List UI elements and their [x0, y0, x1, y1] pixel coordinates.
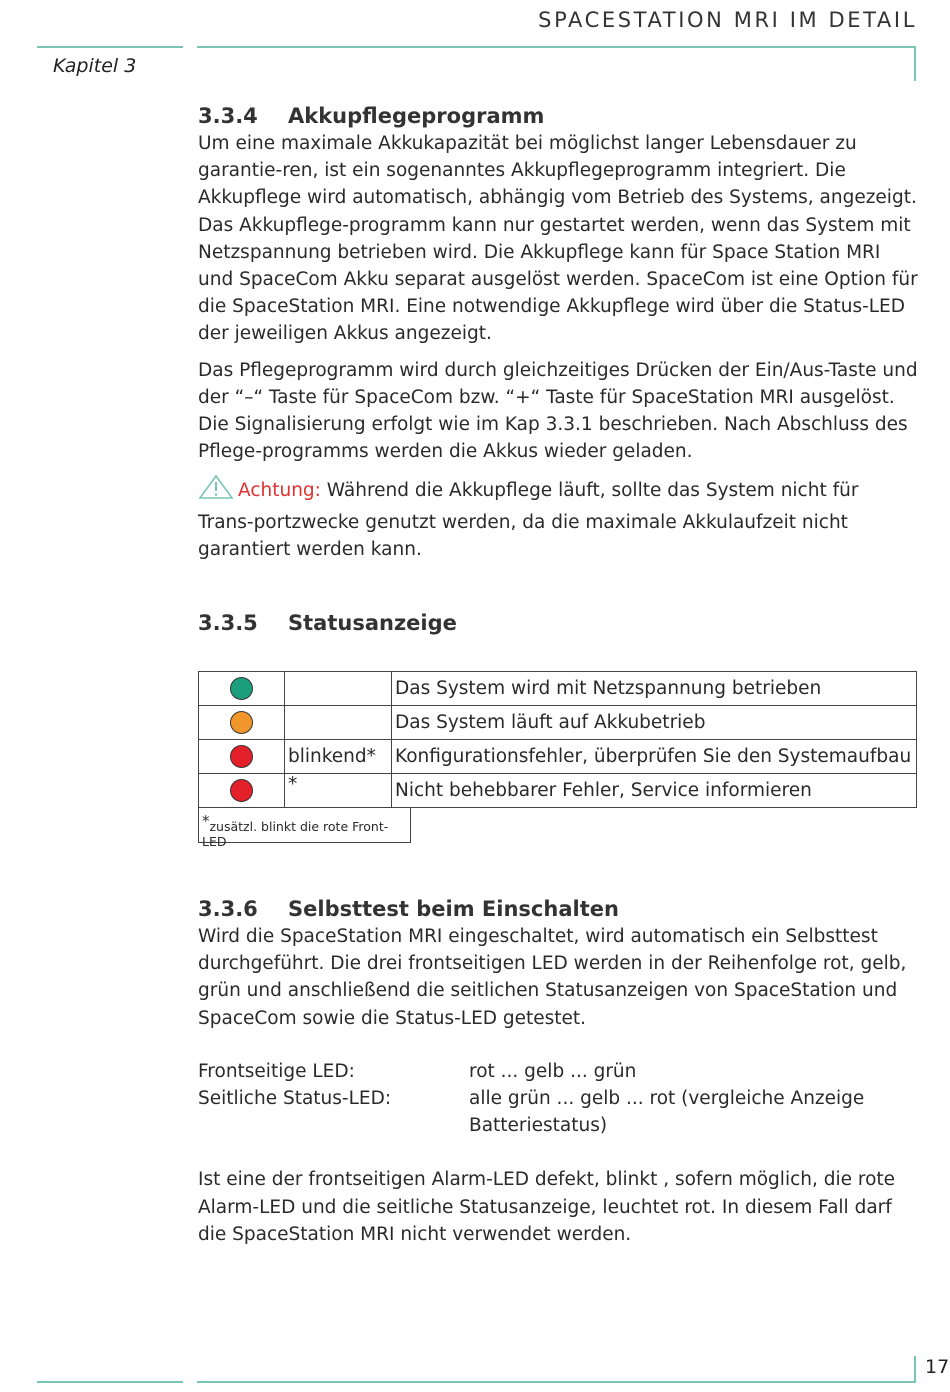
section-title: Akkupflegeprogramm [288, 104, 545, 128]
section-heading-3-3-6 [198, 897, 918, 921]
description-cell: Das System läuft auf Akkubetrieb [392, 706, 917, 740]
footer-rule-left [37, 1381, 183, 1383]
paragraph-akkupflege-intro: Um eine maximale Akkukapazität bei möglichst langer Lebensdauer zu garantie-ren, ist ein sogenanntes Akkupflegeprogramm integriert. Die Akkupflege wird automatisch, abhängig vom Betrieb des Systems, angezeigt. Das Akkupflege-programm kann nur gestartet werden, wenn das System mit Netzspannung betrieben wird. Die Akkupflege kann für Space Station MRI und SpaceCom Akku separat ausgelöst werden. SpaceCom ist eine Option für die SpaceStation MRI. Eine notwendige Akkupflege wird über die Status-LED der jeweiligen Akkus angezeigt. [198, 133, 918, 345]
paragraph-akkupflege-start: Das Pflegeprogramm wird durch gleichzeitiges Drücken der Ein/Aus-Taste und der “–“ Taste für SpaceCom bzw. “+“ Taste für SpaceStation MRI ausgelöst. Die Signalisierung erfolgt wie im Kap 3.3.1 beschrieben. Nach Abschluss des Pflege-programms werden die Akkus wieder geladen. [198, 359, 918, 463]
footnote-text: zusätzl. blinkt die rote Front-LED [202, 819, 389, 850]
warning-label: Achtung: [238, 480, 321, 502]
chapter-label: Kapitel 3 [53, 55, 137, 77]
red-led-icon [230, 745, 253, 768]
status-table [198, 671, 917, 808]
note-cell: blinkend* [285, 740, 392, 774]
header-rule-right [197, 46, 916, 81]
side-led-label: Seitliche Status-LED: [198, 1088, 392, 1110]
page-content [198, 104, 918, 1248]
footnote-mark: * [202, 812, 210, 831]
warning-triangle-icon [198, 474, 234, 508]
red-led-icon [230, 779, 253, 802]
table-row [199, 706, 917, 740]
section-title: Statusanzeige [288, 611, 457, 636]
note-cell: * [285, 774, 392, 808]
front-led-row [198, 1058, 918, 1085]
page-number-bar [914, 1356, 916, 1381]
section-heading-3-3-5 [198, 611, 918, 635]
front-led-value: rot ... gelb ... grün [469, 1060, 637, 1082]
front-led-label: Frontseitige LED: [198, 1060, 355, 1082]
side-led-row [198, 1085, 918, 1139]
section-title: Selbsttest beim Einschalten [288, 897, 619, 922]
running-header-title: SPACESTATION MRI IM DETAIL [538, 8, 917, 32]
note-cell [285, 706, 392, 740]
header-rule-left [37, 46, 183, 48]
section-heading-3-3-4 [198, 104, 918, 128]
description-cell: Konfigurationsfehler, überprüfen Sie den Systemaufbau [392, 740, 917, 774]
description-cell: Das System wird mit Netzspannung betrieben [392, 672, 917, 706]
green-led-icon [230, 677, 253, 700]
table-row [199, 774, 917, 808]
led-cell [199, 706, 285, 740]
paragraph-alarm-led: Ist eine der frontseitigen Alarm-LED defekt, blinkt , sofern möglich, die rote Alarm-LED und die seitliche Statusanzeige, leuchtet rot. In diesem Fall darf die SpaceStation MRI nicht verwendet werden. [198, 1169, 896, 1245]
led-cell [199, 774, 285, 808]
table-row [199, 672, 917, 706]
section-number: 3.3.6 [198, 897, 258, 922]
section-number: 3.3.5 [198, 611, 258, 636]
led-cell [199, 740, 285, 774]
table-footnote [198, 808, 411, 850]
warning-text: Während die Akkupflege läuft, sollte das System nicht für Trans-portzwecke genutzt werden, da die maximale Akkulaufzeit nicht garantiert werden kann. [198, 480, 859, 560]
orange-led-icon [230, 711, 253, 734]
section-number: 3.3.4 [198, 104, 258, 128]
page-number: 17 [925, 1356, 950, 1378]
warning-paragraph [198, 474, 918, 563]
paragraph-selbsttest: Wird die SpaceStation MRI eingeschaltet, wird automatisch ein Selbsttest durchgeführt. Die drei frontseitigen LED werden in der Reihenfolge rot, gelb, grün und anschließend die seitlichen Statusanzeigen von SpaceStation und SpaceCom sowie die Status-LED getestet. [198, 926, 907, 1029]
description-cell: Nicht behebbarer Fehler, Service informieren [392, 774, 917, 808]
footer-rule-right [197, 1381, 916, 1383]
note-cell [285, 672, 392, 706]
table-row [199, 740, 917, 774]
side-led-value: alle grün ... gelb ... rot (vergleiche Anzeige Batteriestatus) [469, 1088, 865, 1137]
led-cell [199, 672, 285, 706]
